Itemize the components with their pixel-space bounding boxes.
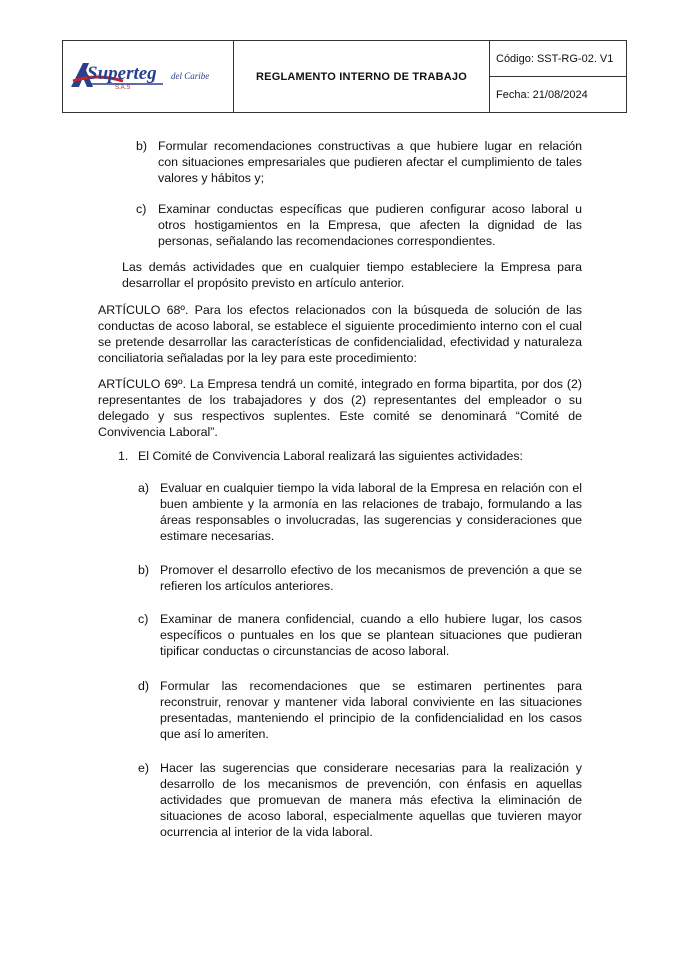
list-item-c2 [98, 611, 582, 663]
item-label: e) [138, 761, 150, 775]
meta-cell [490, 41, 626, 112]
list-item-b [98, 138, 582, 190]
item-text: Examinar conductas específicas que pudieren configurar acoso laboral u otros hostigamientos en la Empresa, que afecten la dignidad de las personas, señalando las recomendaciones correspondientes. [158, 202, 582, 248]
company-logo [67, 55, 227, 99]
item-label: d) [138, 679, 150, 693]
item-label: 1. [118, 449, 129, 463]
list-item-d [98, 678, 582, 746]
item-label: b) [138, 563, 150, 577]
svg-text:S.A.S: S.A.S [115, 85, 131, 91]
document-date: Fecha: 21/08/2024 [490, 76, 626, 112]
item-text: Evaluar en cualquier tiempo la vida laboral de la Empresa en relación con el buen ambiente y la armonía en las relaciones de trabajo, formulando a las áreas responsables o involucradas, las sugerencias y consideraciones que estimare necesarias. [160, 481, 582, 543]
item-text: El Comité de Convivencia Laboral realizará las siguientes actividades: [138, 449, 523, 463]
item-text: Promover el desarrollo efectivo de los mecanismos de prevención a que se refieren los artículos anteriores. [160, 563, 582, 593]
logo-cell [63, 41, 234, 112]
list-item-b2 [98, 562, 582, 598]
item-text: Hacer las sugerencias que considerare necesarias para la realización y desarrollo de los mecanismos de prevención, con énfasis en aquellas actividades que promuevan de manera más efectiva la eliminación de situaciones de acoso laboral, especialmente aquellas que tuvieren mayor ocurrencia al interior de la vida laboral. [160, 761, 582, 839]
item-label: a) [138, 481, 150, 495]
svg-text:Superteg: Superteg [87, 63, 157, 84]
item-label: c) [138, 612, 149, 626]
item-label: c) [136, 202, 147, 216]
document-code: Código: SST-RG-02. V1 [496, 52, 614, 65]
list-item-a [98, 480, 582, 548]
document-header [62, 40, 627, 113]
paragraph-articulo-69: ARTÍCULO 69º. La Empresa tendrá un comité, integrado en forma bipartita, por dos (2) representantes de los trabajadores y dos (2) representantes del empleador o su delegado y sus respectivos suplentes. Este comité se denominará “Comité de Convivencia Laboral”. [98, 377, 582, 439]
paragraph-articulo-68: ARTÍCULO 68º. Para los efectos relacionados con la búsqueda de solución de las conductas de acoso laboral, se establece el siguiente procedimiento interno con el cual se pretende desarrollar las características de confidencialidad, efectividad y naturaleza conciliatoria señaladas por la ley para este procedimiento: [98, 303, 582, 365]
svg-text:del Caribe: del Caribe [171, 71, 210, 81]
document-title: REGLAMENTO INTERNO DE TRABAJO [234, 41, 490, 112]
numbered-item-1 [98, 448, 582, 466]
paragraph-demas: Las demás actividades que en cualquier tiempo estableciere la Empresa para desarrollar el propósito previsto en artículo anterior. [122, 260, 582, 290]
item-text: Examinar de manera confidencial, cuando a ello hubiere lugar, los casos específicos o puntuales en los que se plantean situaciones que pudieran tipificar conductas o circunstancias de acoso laboral. [160, 612, 582, 658]
item-text: Formular las recomendaciones que se estimaren pertinentes para reconstruir, renovar y mantener vida laboral conviviente en las situaciones presentadas, manteniendo el principio de la confidencialidad en los casos que así lo ameriten. [160, 679, 582, 741]
item-text: Formular recomendaciones constructivas a que hubiere lugar en relación con situaciones empresariales que pudieren afectar el cumplimiento de tales valores y hábitos y; [158, 139, 582, 185]
item-label: b) [136, 139, 148, 153]
list-item-e [98, 760, 582, 844]
list-item-c [98, 201, 582, 253]
